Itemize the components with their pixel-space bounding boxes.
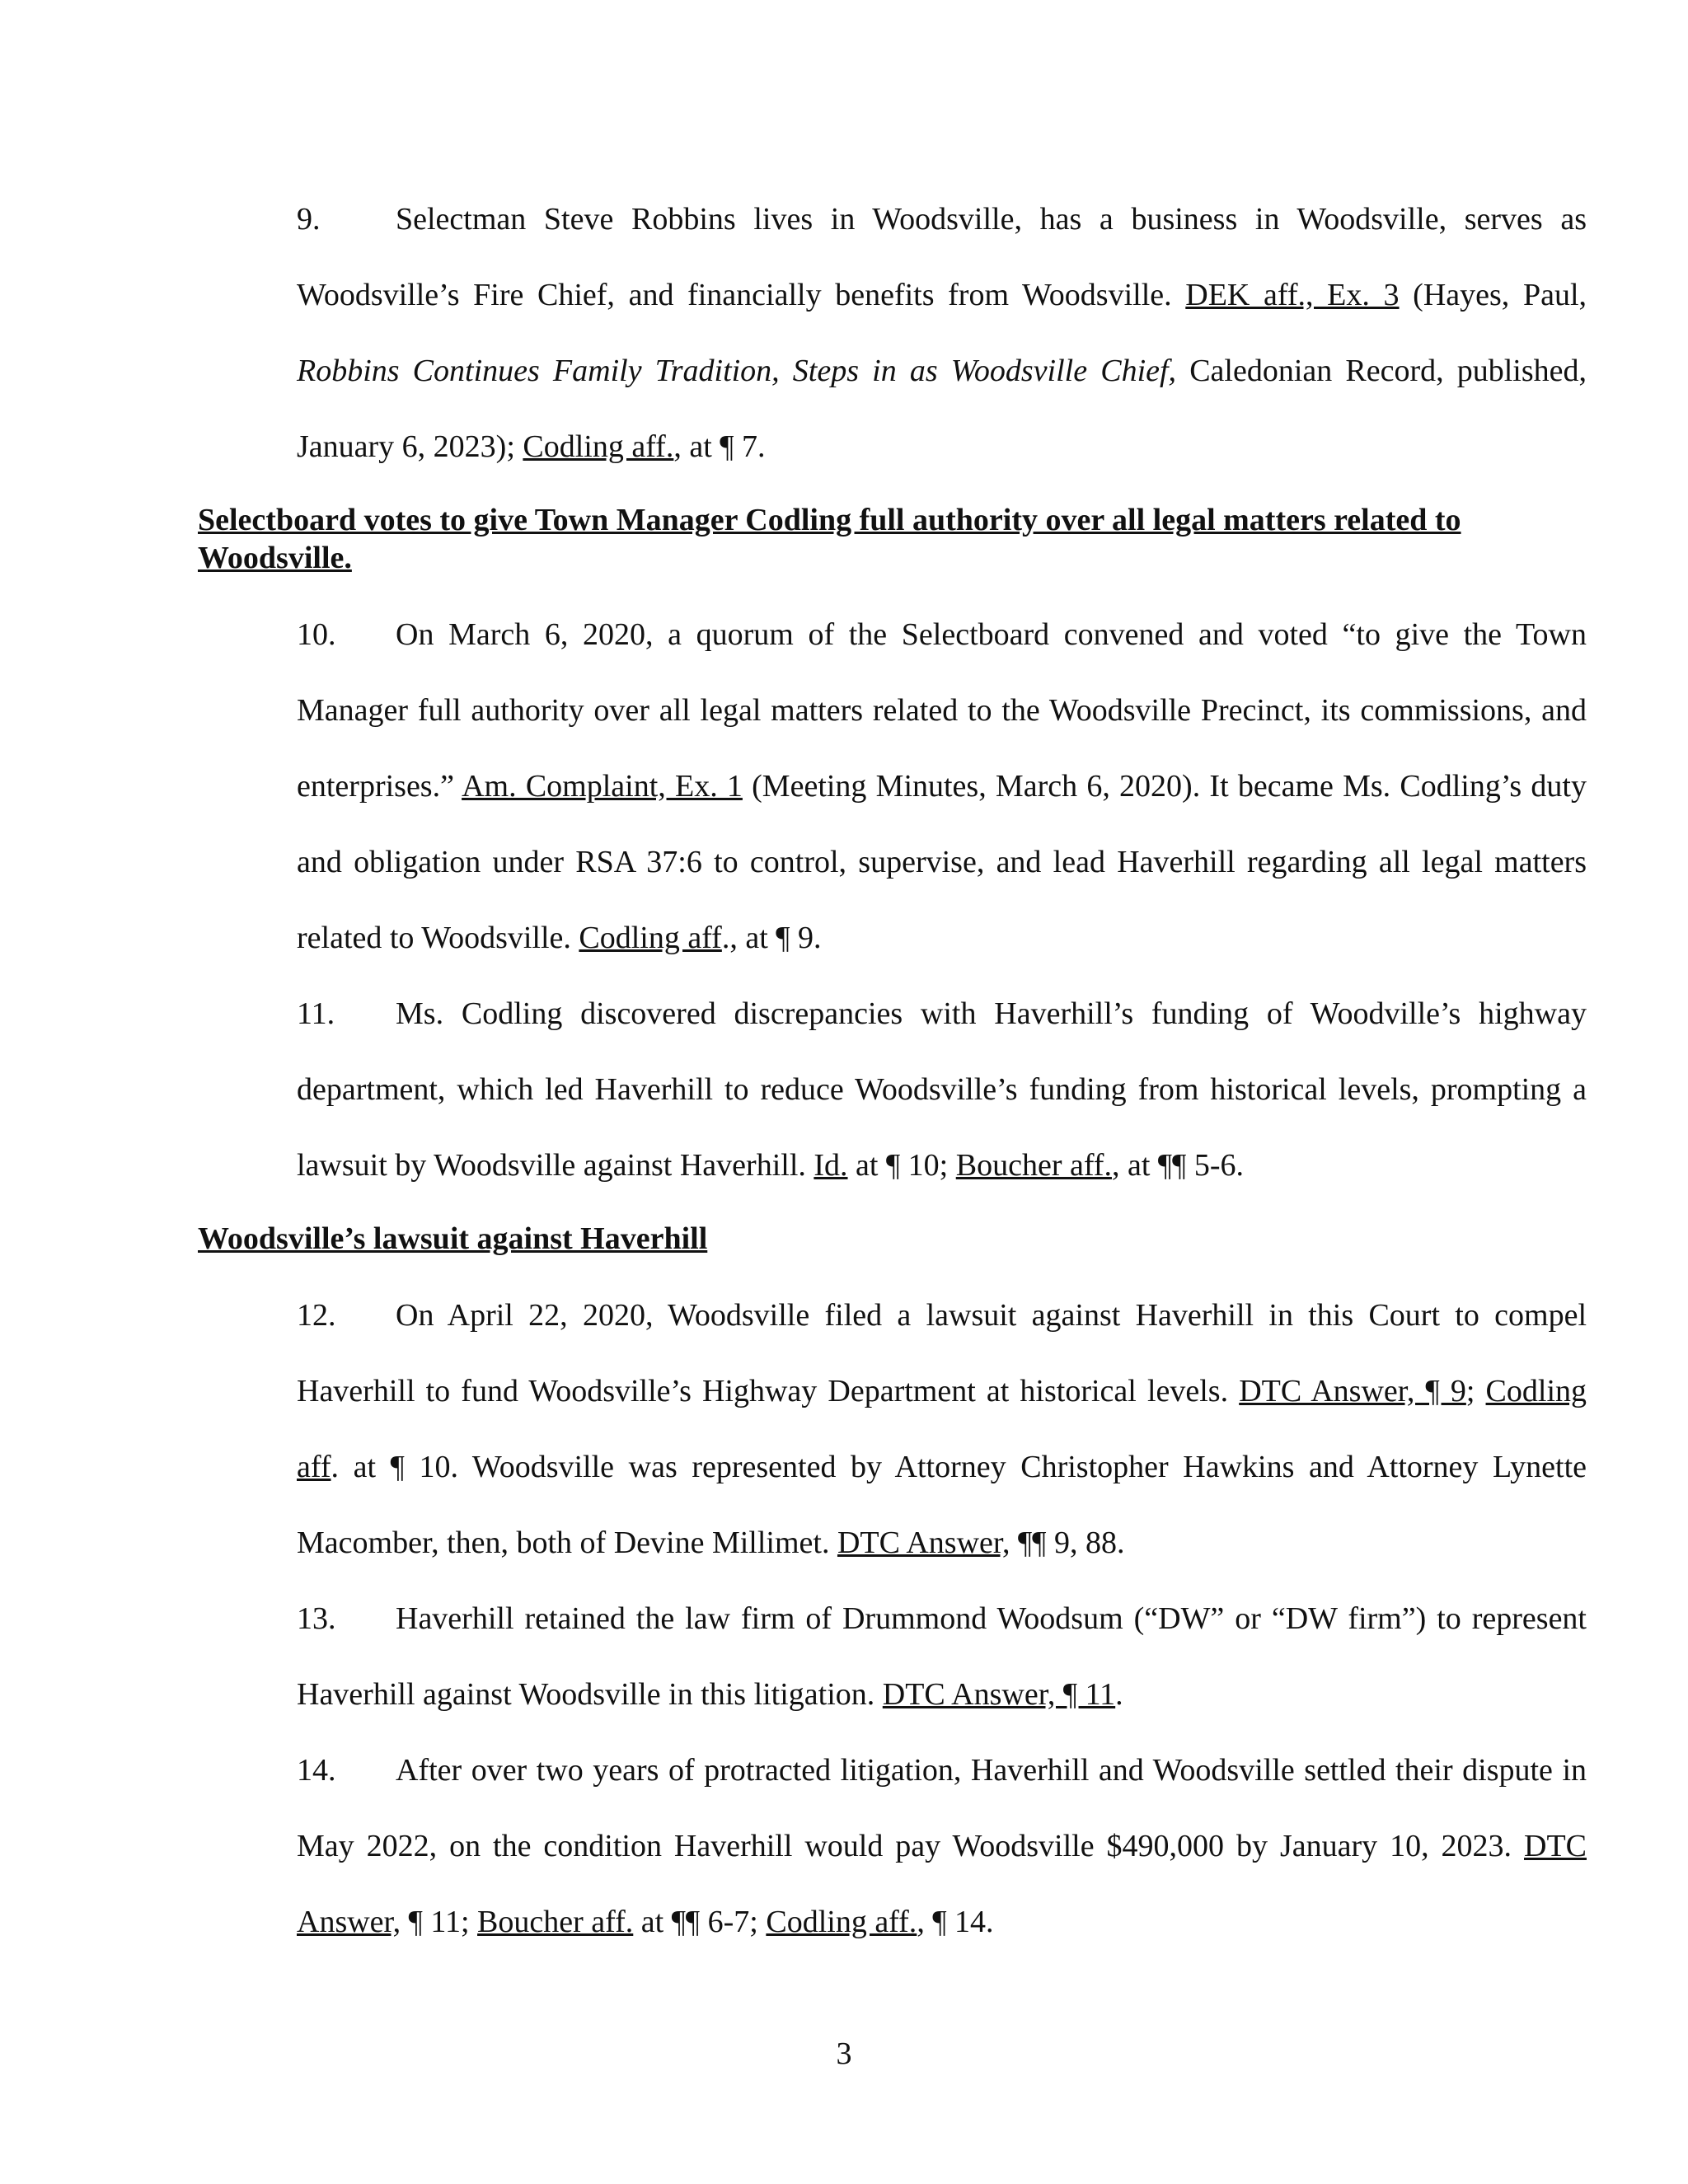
citation: Am. Complaint, Ex. 1 (462, 769, 743, 804)
paragraph-text: (Hayes, Paul, (1399, 278, 1587, 312)
paragraph-text: Ms. Codling discovered discrepancies with Haverhill’s funding of Woodville’s highway department, which led Haverhill to reduce Woodsville’s funding from historical levels, prompting a lawsuit by Woodsville against Haverhill. (297, 996, 1587, 1183)
paragraph-12 (198, 1277, 1587, 1581)
paragraph-number: 9. (297, 202, 321, 237)
paragraph-text: , at ¶¶ 5-6. (1111, 1148, 1244, 1183)
paragraph-text: On April 22, 2020, Woodsville filed a lawsuit against Haverhill in this Court to compel Haverhill to fund Woodsville’s Highway Department at historical levels. (297, 1298, 1587, 1408)
section-heading: Woodsville’s lawsuit against Haverhill (198, 1221, 708, 1256)
paragraph-text: at ¶ 10; (847, 1148, 956, 1183)
paragraph-number: 14. (297, 1753, 336, 1788)
paragraph-text: After over two years of protracted litigation, Haverhill and Woodsville settled their dispute in May 2022, on the condition Haverhill would pay Woodsville $490,000 by January 10, 2023. (297, 1753, 1587, 1863)
paragraph-14 (198, 1732, 1587, 1960)
citation: DTC Answer, ¶ 9 (1239, 1374, 1466, 1408)
paragraph-text: On March 6, 2020, a quorum of the Selectboard convened and voted “to give the Town Manager full authority over all legal matters related to the Woodsville Precinct, its commissions, and enterprises.” (297, 617, 1587, 804)
citation: Id. (814, 1148, 848, 1183)
paragraph-text: Haverhill retained the law firm of Drummond Woodsum (“DW” or “DW firm”) to represent Haverhill against Woodsville in this litigation. (297, 1601, 1587, 1712)
page-number: 3 (836, 2036, 852, 2071)
paragraph-text: . at ¶ 10. Woodsville was represented by Attorney Christopher Hawkins and Attorney Lynette Macomber, then, both of Devine Millimet. (297, 1450, 1587, 1560)
paragraph-number: 13. (297, 1601, 336, 1636)
paragraph-text: , at ¶ 7. (673, 429, 766, 464)
citation: DTC Answer, (297, 1829, 1587, 1939)
paragraph-13 (198, 1581, 1587, 1732)
paragraph-text: ; (1465, 1374, 1486, 1408)
paragraph-text: ., at ¶ 9. (721, 921, 822, 955)
paragraph-text: ¶¶ 9, 88. (1010, 1526, 1125, 1560)
citation: Codling aff. (766, 1905, 917, 1939)
citation: DTC Answer, (837, 1526, 1010, 1560)
citation: Boucher aff. (955, 1148, 1112, 1183)
paragraph-text: ¶ 11; (401, 1905, 478, 1939)
paragraph-number: 12. (297, 1298, 336, 1333)
citation: DTC Answer, ¶ 11 (882, 1677, 1116, 1712)
section-heading: Selectboard votes to give Town Manager Codling full authority over all legal matters related to Woodsville. (198, 503, 1461, 575)
citation: Codling aff (579, 921, 722, 955)
paragraph-text: at ¶¶ 6-7; (633, 1905, 767, 1939)
citation: Boucher aff. (477, 1905, 634, 1939)
article-title: Robbins Continues Family Tradition, Steps in as Woodsville Chief, (297, 354, 1177, 388)
paragraph-9 (198, 181, 1587, 485)
citation: Codling aff (297, 1374, 1587, 1484)
paragraph-number: 10. (297, 617, 336, 652)
paragraph-number: 11. (297, 996, 335, 1031)
paragraph-text: . (1115, 1677, 1123, 1712)
citation: DEK aff., Ex. 3 (1185, 278, 1400, 312)
paragraph-text: Caledonian Record, published, January 6, 2023); (297, 354, 1587, 464)
paragraph-text: , ¶ 14. (917, 1905, 994, 1939)
paragraph-11 (198, 976, 1587, 1203)
paragraph-text: (Meeting Minutes, March 6, 2020). It became Ms. Codling’s duty and obligation under RSA 37:6 to control, supervise, and lead Haverhill regarding all legal matters related to Woodsville. (297, 769, 1587, 955)
citation: Codling aff. (523, 429, 674, 464)
paragraph-10 (198, 597, 1587, 976)
paragraph-text: Selectman Steve Robbins lives in Woodsville, has a business in Woodsville, serves as Woodsville’s Fire Chief, and financially benefits from Woodsville. (297, 202, 1587, 312)
